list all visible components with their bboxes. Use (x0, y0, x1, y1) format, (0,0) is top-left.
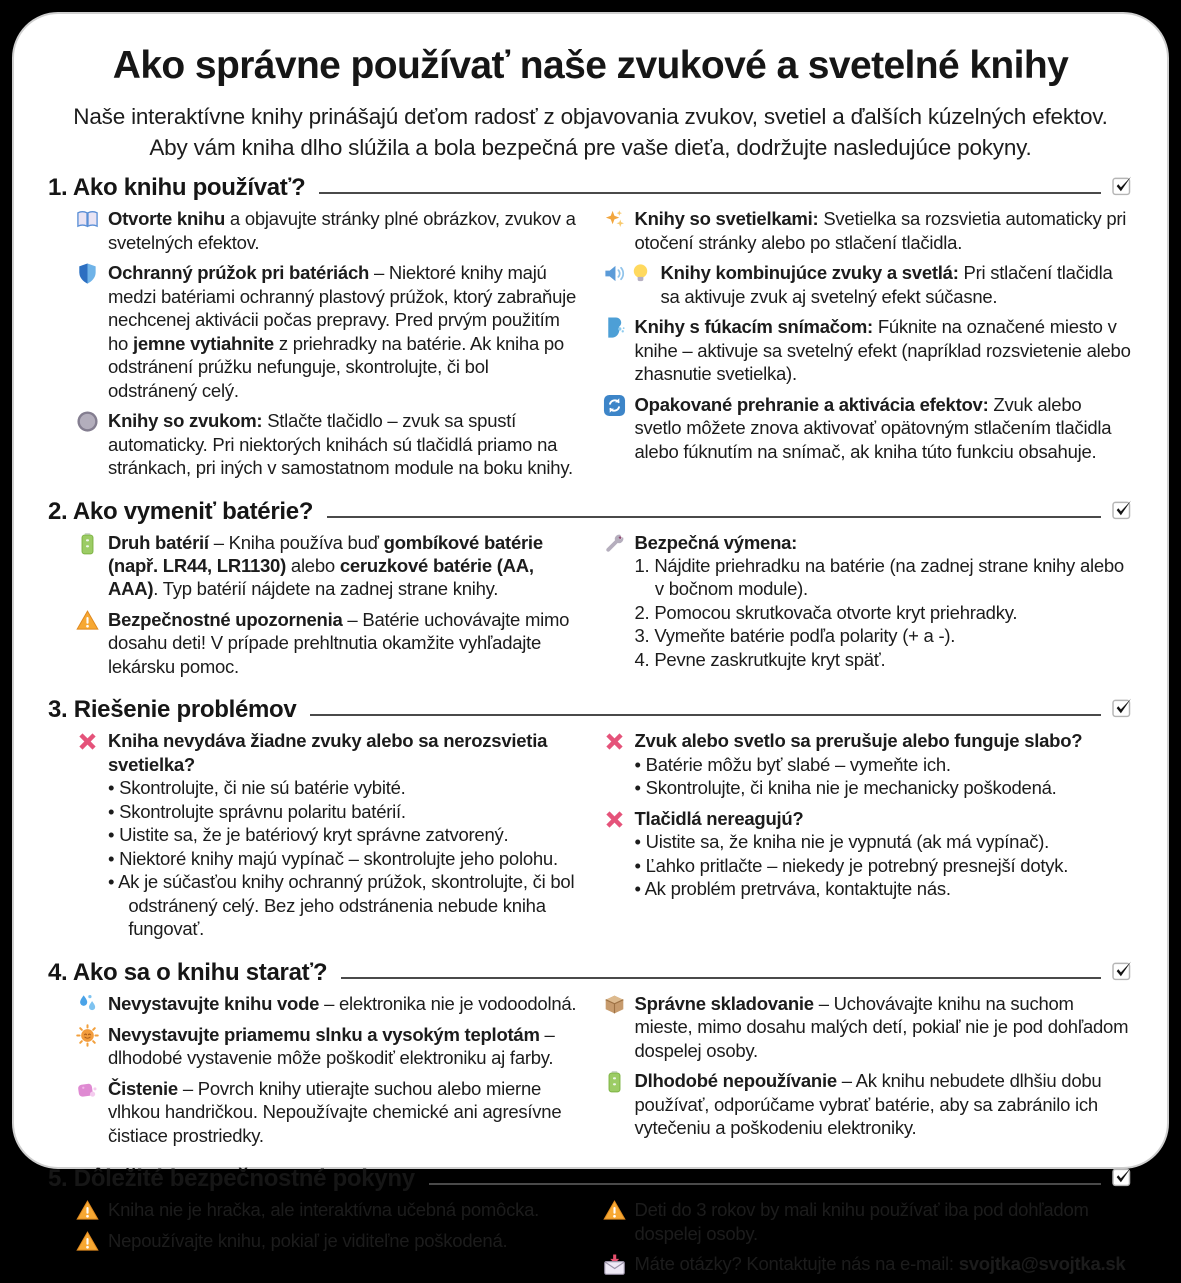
item-text: Kniha nevydáva žiadne zvuky alebo sa nerozsvietia svetielka? • Skontrolujte, či nie sú batérie vybité. • Skontrolujte správnu polaritu batérií. • Uistite sa, že je batériový kryt správne zatvorený. • Niektoré knihy majú vypínač – skontrolujte jeho polohu. • Ak je súčasťou knihy ochranný prúžok, skontrolujte, či bol odstránený celý. Bez jeho odstránenia nebude kniha fungovať. (108, 729, 579, 940)
section-column-left (48, 1198, 579, 1283)
item-sub-line: 3. Vymeňte batérie podľa polarity (+ a -). (634, 625, 956, 647)
item-icons (76, 608, 99, 678)
section-column-left (48, 992, 579, 1154)
tools-icon (603, 532, 626, 672)
item-text: Nevystavujte priamemu slnku a vysokým teplotám – dlhodobé vystavenie môže poškodiť elektroniku aj farby. (108, 1023, 555, 1069)
sparkles-icon (603, 208, 626, 254)
instruction-item (76, 1229, 579, 1253)
section-column-right (603, 207, 1134, 486)
page-title: Ako správne používať naše zvukové a svetelné knihy (112, 44, 1069, 87)
instruction-item (603, 315, 1134, 385)
item-text: Opakované prehranie a aktivácia efektov: Zvuk alebo svetlo môžete znova aktivovať opätovným stlačením tlačidla alebo fúknutím na snímač, ak kniha túto funkciu obsahuje. (634, 393, 1112, 462)
item-icons (603, 261, 652, 308)
item-icons (603, 992, 626, 1062)
item-text: Nepoužívajte knihu, pokiaľ je viditeľne poškodená. (108, 1230, 508, 1252)
item-icons (603, 729, 626, 799)
instruction-item (76, 261, 579, 402)
ballot-check-icon (1111, 492, 1133, 520)
item-sub-line: • Skontrolujte, či nie sú batérie vybité. (108, 777, 406, 799)
item-icons (603, 1198, 626, 1245)
instruction-leaflet (12, 12, 1169, 1275)
repeat-icon (603, 394, 626, 463)
item-icons (603, 807, 626, 901)
instruction-item (76, 729, 579, 940)
intro-line-1: Naše interaktívne knihy prinášajú deťom radosť z objavovania zvukov, svetiel a ďalších kúzelných efektov. (73, 104, 1108, 129)
item-sub-line: • Uistite sa, že kniha nie je vypnutá (ak má vypínač). (634, 831, 1050, 853)
instruction-item (603, 1069, 1134, 1139)
item-icons (603, 315, 626, 385)
section (48, 1159, 1133, 1283)
item-icons (76, 531, 99, 601)
item-sub-line: 4. Pevne zaskrutkujte kryt späť. (634, 648, 886, 670)
heading-rule (310, 714, 1101, 716)
intro-text (48, 102, 1133, 163)
section-column-left (48, 729, 579, 947)
section-column-right (603, 1198, 1134, 1283)
item-icons (603, 207, 626, 254)
bulb-icon (629, 262, 652, 308)
instruction-item (603, 1198, 1134, 1245)
speaker-icon (603, 262, 626, 308)
sun-face-icon (76, 1024, 99, 1070)
instruction-item (76, 992, 579, 1016)
sections (48, 168, 1133, 1283)
section-column-right (603, 729, 1134, 947)
item-text: Zvuk alebo svetlo sa prerušuje alebo funguje slabo? • Batérie môžu byť slabé – vymeňte ich. • Skontrolujte, či kniha nie je mechanicky poškodená. (634, 730, 1083, 799)
item-sub-line: 1. Nájdite priehradku na batérie (na zadnej strane knihy alebo v bočnom module). (634, 555, 1124, 600)
item-text: Tlačidlá nereagujú? • Uistite sa, že kniha nie je vypnutá (ak má vypínač). • Ľahko pritlačte – niekedy je potrebný presnejší dotyk. • Ak problém pretrváva, kontaktujte nás. (634, 807, 1069, 900)
item-icons (76, 1023, 99, 1070)
item-text: Knihy s fúkacím snímačom: Fúknite na označené miesto v knihe – aktivuje sa svetelný efekt (napríklad rozsvietenie alebo zhasnutie svetielka). (634, 316, 1131, 385)
item-icons (76, 1198, 99, 1222)
item-icons (603, 1252, 626, 1276)
instruction-item (603, 531, 1134, 672)
item-text: Otvorte knihu a objavujte stránky plné obrázkov, zvukov a svetelných efektov. (108, 208, 576, 253)
item-text: Správne skladovanie – Uchovávajte knihu na suchom mieste, mimo dosahu malých detí, pokiaľ nie je pod dohľadom dospelej osoby. (634, 992, 1129, 1061)
item-icons (76, 409, 99, 479)
section-heading: 3. Riešenie problémov (48, 696, 297, 724)
heading-rule (429, 1183, 1101, 1185)
item-icons (603, 393, 626, 463)
instruction-item (76, 1198, 579, 1222)
section-heading: 4. Ako sa o knihu starať? (48, 958, 328, 986)
sound-button-icon (76, 410, 99, 479)
item-icons (76, 207, 99, 254)
battery-icon (603, 1070, 626, 1139)
item-sub-line: • Ľahko pritlačte – niekedy je potrebný presnejší dotyk. (634, 854, 1069, 876)
item-icons (603, 1069, 626, 1139)
heading-rule (327, 516, 1101, 518)
ballot-check-icon (1111, 690, 1133, 718)
item-sub-line: • Ak je súčasťou knihy ochranný prúžok, skontrolujte, či bol odstránený celý. Bez jeho odstránenia nebude kniha fungovať. (108, 871, 575, 940)
item-text: Máte otázky? Kontaktujte nás na e-mail: svojtka@svojtka.sk (634, 1253, 1126, 1275)
section-column-left (48, 531, 579, 686)
item-text: Knihy so svetielkami: Svetielka sa rozsvietia automaticky pri otočení stránky alebo po stlačení tlačidla. (634, 208, 1127, 253)
instruction-item (76, 1023, 579, 1070)
item-sub-line: • Niektoré knihy majú vypínač – skontrolujte jeho polohu. (108, 847, 558, 869)
instruction-item (603, 1252, 1134, 1276)
section (48, 492, 1133, 686)
intro-line-2: Aby vám kniha dlho slúžila a bola bezpečná pre vaše dieťa, dodržujte nasledujúce pokyny. (149, 134, 1032, 160)
warning-icon (76, 1199, 99, 1222)
water-drops-icon (76, 993, 99, 1016)
item-text: Bezpečnostné upozornenia – Batérie uchovávajte mimo dosahu deti! V prípade prehltnutia okamžite vyhľadajte lekársku pomoc. (108, 608, 570, 677)
item-icons (603, 531, 626, 672)
x-mark-icon (603, 808, 626, 901)
open-book-icon (76, 208, 99, 254)
mail-icon (603, 1253, 626, 1276)
instruction-item (603, 207, 1134, 254)
ballot-check-icon (1111, 953, 1133, 981)
instruction-item (603, 729, 1134, 799)
warning-icon (76, 609, 99, 678)
item-icons (76, 729, 99, 940)
item-sub-line: • Batérie môžu byť slabé – vymeňte ich. (634, 753, 951, 775)
soap-icon (76, 1078, 99, 1147)
item-text: Bezpečná výmena: 1. Nájdite priehradku na batérie (na zadnej strane knihy alebo v bočnom module). 2. Pomocou skrutkovača otvorte kryt priehradky. 3. Vymeňte batérie podľa polarity (+ a -). 4. Pevne zaskrutkujte kryt späť. (635, 531, 1134, 672)
box-icon (603, 993, 626, 1062)
x-mark-icon (76, 730, 99, 940)
section-column-right (603, 992, 1134, 1154)
item-icons (76, 261, 99, 402)
item-text: Nevystavujte knihu vode – elektronika nie je vodoodolná. (108, 992, 577, 1014)
item-icons (76, 1077, 99, 1147)
section-column-right (603, 531, 1134, 686)
item-text: Ochranný prúžok pri batériách – Niektoré knihy majú medzi batériami ochranný plastový prúžok, ktorý zabraňuje nechcenej aktivácii počas prepravy. Pred prvým použitím ho jemne vytiahnite z priehradky na batérie. Ak kniha po odstránení prúžku nefunguje, skontrolujte, či bol odstránený celý. (108, 262, 577, 401)
instruction-item (76, 608, 579, 678)
warning-icon (603, 1199, 626, 1245)
shield-icon (76, 262, 99, 402)
item-text: Knihy so zvukom: Stlačte tlačidlo – zvuk sa spustí automaticky. Pri niektorých knihách sú tlačidlá priamo na stránkach, pri iných v samostatnom module na boku knihy. (108, 410, 573, 479)
warning-icon (76, 1230, 99, 1253)
item-sub-line: 2. Pomocou skrutkovača otvorte kryt priehradky. (634, 601, 1018, 623)
blow-face-icon (603, 316, 626, 385)
section (48, 690, 1133, 947)
x-mark-icon (603, 730, 626, 799)
heading-rule (341, 977, 1101, 979)
section (48, 953, 1133, 1154)
item-sub-line: • Uistite sa, že je batériový kryt správne zatvorený. (108, 824, 509, 846)
instruction-item (76, 1077, 579, 1147)
item-icons (76, 1229, 99, 1253)
instruction-item (76, 531, 579, 601)
item-sub-line: • Skontrolujte správnu polaritu batérií. (108, 800, 406, 822)
item-text: Kniha nie je hračka, ale interaktívna učebná pomôcka. (108, 1199, 540, 1221)
item-text: Dlhodobé nepoužívanie – Ak knihu nebudete dlhšiu dobu používať, odporúčame vybrať batérie, aby sa zabránilo ich vytečeniu a poškodeniu elektroniky. (634, 1070, 1102, 1139)
item-text: Druh batérií – Kniha používa buď gombíkové batérie (např. LR44, LR1130) alebo ceruzkové batérie (AA, AAA). Typ batérií nájdete na zadnej strane knihy. (108, 531, 543, 600)
heading-rule (319, 192, 1101, 194)
battery-icon (76, 532, 99, 601)
instruction-item (603, 807, 1134, 901)
item-text: Deti do 3 rokov by mali knihu používať iba pod dohľadom dospelej osoby. (634, 1199, 1089, 1244)
item-sub-line: • Ak problém pretrváva, kontaktujte nás. (634, 878, 951, 900)
instruction-item (76, 409, 579, 479)
item-text: Knihy kombinujúce zvuky a svetlá: Pri stlačení tlačidla sa aktivuje zvuk aj svetelný efekt súčasne. (660, 262, 1113, 307)
instruction-item (603, 992, 1134, 1062)
section-column-left (48, 207, 579, 486)
section-heading: 5. Dôležité bezpečnostné pokyny (48, 1165, 415, 1193)
section (48, 168, 1133, 486)
item-text: Čistenie – Povrch knihy utierajte suchou alebo mierne vlhkou handričkou. Nepoužívajte chemické ani agresívne čistiace prostriedky. (108, 1077, 562, 1146)
ballot-check-icon (1111, 168, 1133, 196)
instruction-item (603, 261, 1134, 308)
item-icons (76, 992, 99, 1016)
ballot-check-icon (1111, 1159, 1133, 1187)
item-sub-line: • Skontrolujte, či kniha nie je mechanicky poškodená. (634, 777, 1057, 799)
instruction-item (76, 207, 579, 254)
section-heading: 1. Ako knihu používať? (48, 174, 306, 202)
instruction-item (603, 393, 1134, 463)
section-heading: 2. Ako vymeniť batérie? (48, 497, 314, 525)
